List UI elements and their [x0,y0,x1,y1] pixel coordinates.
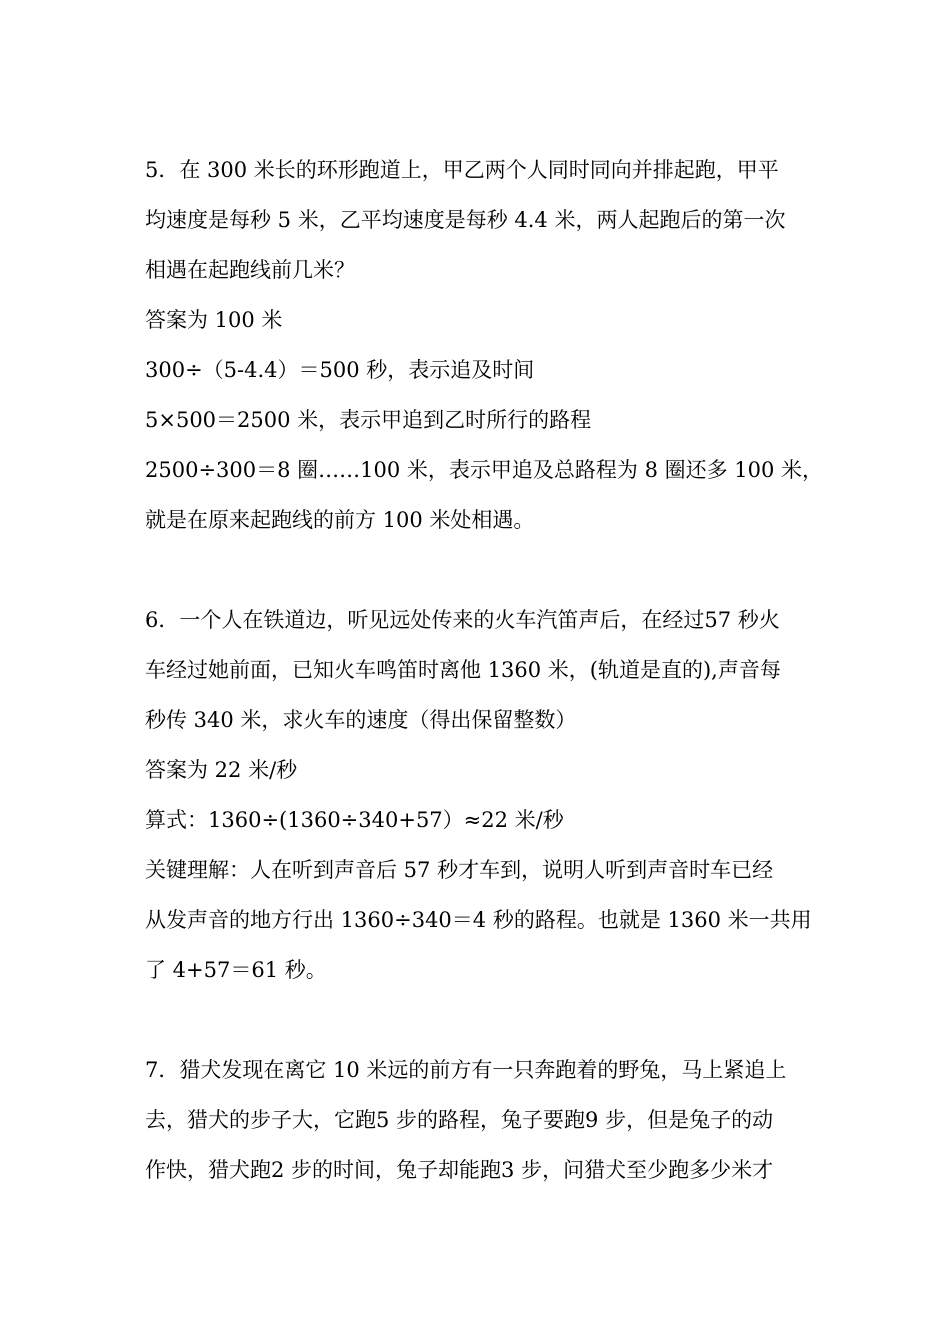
problem-7-line-3: 作快，猎犬跑2 步的时间，兔子却能跑3 步，问猎犬至少跑多少米才 [145,1158,774,1182]
problem-6-formula: 算式：1360÷(1360÷340+57）≈22 米/秒 [145,808,564,832]
problem-5-conclusion: 就是在原来起跑线的前方 100 米处相遇。 [145,508,535,532]
problem-7-line-2: 去，猎犬的步子大，它跑5 步的路程，兔子要跑9 步，但是兔子的动 [145,1108,774,1132]
problem-5-step-2: 5×500＝2500 米，表示甲追到乙时所行的路程 [145,408,592,432]
problem-5-answer: 答案为 100 米 [145,308,283,332]
problem-6-answer: 答案为 22 米/秒 [145,758,298,782]
problem-6-line-2: 车经过她前面，已知火车鸣笛时离他 1360 米，(轨道是直的),声音每 [145,658,781,682]
problem-6-explanation-1: 关键理解：人在听到声音后 57 秒才车到，说明人听到声音时车已经 [145,858,774,882]
problem-6-explanation-2: 从发声音的地方行出 1360÷340＝4 秒的路程。也就是 1360 米一共用 [145,908,812,932]
problem-5-line-2: 均速度是每秒 5 米，乙平均速度是每秒 4.4 米，两人起跑后的第一次 [145,208,786,232]
problem-5-step-3: 2500÷300＝8 圈……100 米，表示甲追及总路程为 8 圈还多 100 米， [145,458,824,482]
problem-7-line-1: 7．猎犬发现在离它 10 米远的前方有一只奔跑着的野兔，马上紧追上 [145,1058,787,1082]
problem-5-line-3: 相遇在起跑线前几米？ [145,258,355,282]
problem-6-explanation-3: 了 4+57＝61 秒。 [145,958,327,982]
problem-6-line-1: 6．一个人在铁道边，听见远处传来的火车汽笛声后，在经过57 秒火 [145,608,780,632]
problem-5-line-1: 5．在 300 米长的环形跑道上，甲乙两个人同时同向并排起跑，甲平 [145,158,779,182]
problem-5-step-1: 300÷（5-4.4）＝500 秒，表示追及时间 [145,358,535,382]
problem-6-line-3: 秒传 340 米，求火车的速度（得出保留整数） [145,708,577,732]
